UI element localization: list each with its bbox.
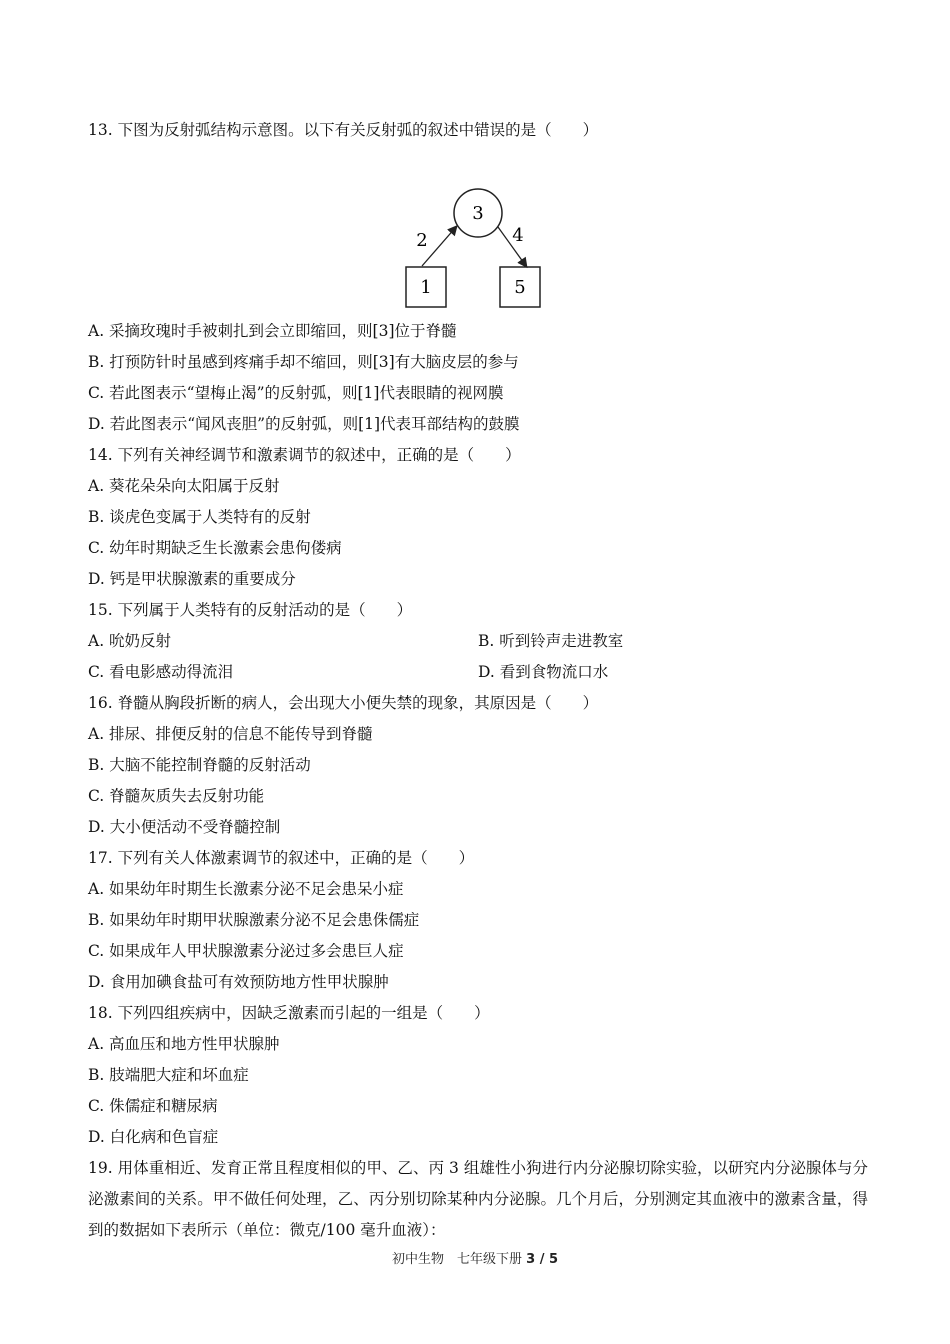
q15-option-d: D. 看到食物流口水 [478, 663, 609, 681]
q16-option-b: B. 大脑不能控制脊髓的反射活动 [88, 756, 311, 774]
node-1-label: 1 [420, 277, 432, 298]
q15-option-c: C. 看电影感动得流泪 [88, 663, 234, 681]
q13-option-b: B. 打预防针时虽感到疼痛手却不缩回，则[3]有大脑皮层的参与 [88, 353, 519, 371]
exam-page [88, 115, 868, 1246]
q17-option-c: C. 如果成年人甲状腺激素分泌过多会患巨人症 [88, 942, 404, 960]
q17-option-a: A. 如果幼年时期生长激素分泌不足会患呆小症 [88, 880, 404, 898]
q17-option-d: D. 食用加碘食盐可有效预防地方性甲状腺肿 [88, 973, 389, 991]
arrow-2-label: 2 [416, 230, 428, 251]
q18-stem: 18. 下列四组疾病中，因缺乏激素而引起的一组是（ ） [88, 1004, 490, 1022]
q14-option-c: C. 幼年时期缺乏生长激素会患佝偻病 [88, 539, 342, 557]
q14-option-b: B. 谈虎色变属于人类特有的反射 [88, 508, 311, 526]
q15-option-b: B. 听到铃声走进教室 [478, 632, 624, 650]
q16-option-a: A. 排尿、排便反射的信息不能传导到脊髓 [88, 725, 373, 743]
q17-stem: 17. 下列有关人体激素调节的叙述中，正确的是（ ） [88, 849, 475, 867]
node-3-label: 3 [472, 203, 484, 224]
q13-option-c: C. 若此图表示“望梅止渴”的反射弧，则[1]代表眼睛的视网膜 [88, 384, 504, 402]
q18-option-b: B. 肢端肥大症和坏血症 [88, 1066, 249, 1084]
page-footer [0, 1248, 950, 1267]
q14-option-a: A. 葵花朵朵向太阳属于反射 [88, 477, 280, 495]
q13-stem: 13. 下图为反射弧结构示意图。以下有关反射弧的叙述中错误的是（ ） [88, 121, 599, 139]
q18-option-c: C. 侏儒症和糖尿病 [88, 1097, 218, 1115]
node-5-label: 5 [514, 277, 526, 298]
q13-option-a: A. 采摘玫瑰时手被刺扎到会立即缩回，则[3]位于脊髓 [88, 322, 457, 340]
reflex-arc-figure [88, 146, 868, 316]
footer-page-number: 3 / 5 [526, 1252, 559, 1267]
q15-option-a: A. 吮奶反射 [88, 632, 172, 650]
q16-option-c: C. 脊髓灰质失去反射功能 [88, 787, 265, 805]
reflex-arc-diagram [398, 148, 558, 313]
q16-option-d: D. 大小便活动不受脊髓控制 [88, 818, 281, 836]
arrow-4-label: 4 [512, 225, 524, 246]
q18-option-d: D. 白化病和色盲症 [88, 1128, 219, 1146]
footer-subject: 初中生物 七年级下册 [391, 1252, 522, 1267]
q14-option-d: D. 钙是甲状腺激素的重要成分 [88, 570, 296, 588]
q18-option-a: A. 高血压和地方性甲状腺肿 [88, 1035, 280, 1053]
q17-option-b: B. 如果幼年时期甲状腺激素分泌不足会患侏儒症 [88, 911, 420, 929]
q16-stem: 16. 脊髓从胸段折断的病人，会出现大小便失禁的现象，其原因是（ ） [88, 694, 599, 712]
q15-options-row-1 [88, 626, 868, 657]
q13-option-d: D. 若此图表示“闻风丧胆”的反射弧，则[1]代表耳部结构的鼓膜 [88, 415, 520, 433]
q19-stem: 19. 用体重相近、发育正常且程度相似的甲、乙、丙 3 组雄性小狗进行内分泌腺切除实验，以研究内分泌腺体与分泌激素间的关系。甲不做任何处理，乙、丙分别切除某种内分泌腺。几个月后，分别测定其血液中的激素含量，得到的数据如下表所示（单位：微克/100 毫升血液）： [88, 1159, 868, 1239]
q15-stem: 15. 下列属于人类特有的反射活动的是（ ） [88, 601, 413, 619]
q14-stem: 14. 下列有关神经调节和激素调节的叙述中，正确的是（ ） [88, 446, 521, 464]
q15-options-row-2 [88, 657, 868, 688]
